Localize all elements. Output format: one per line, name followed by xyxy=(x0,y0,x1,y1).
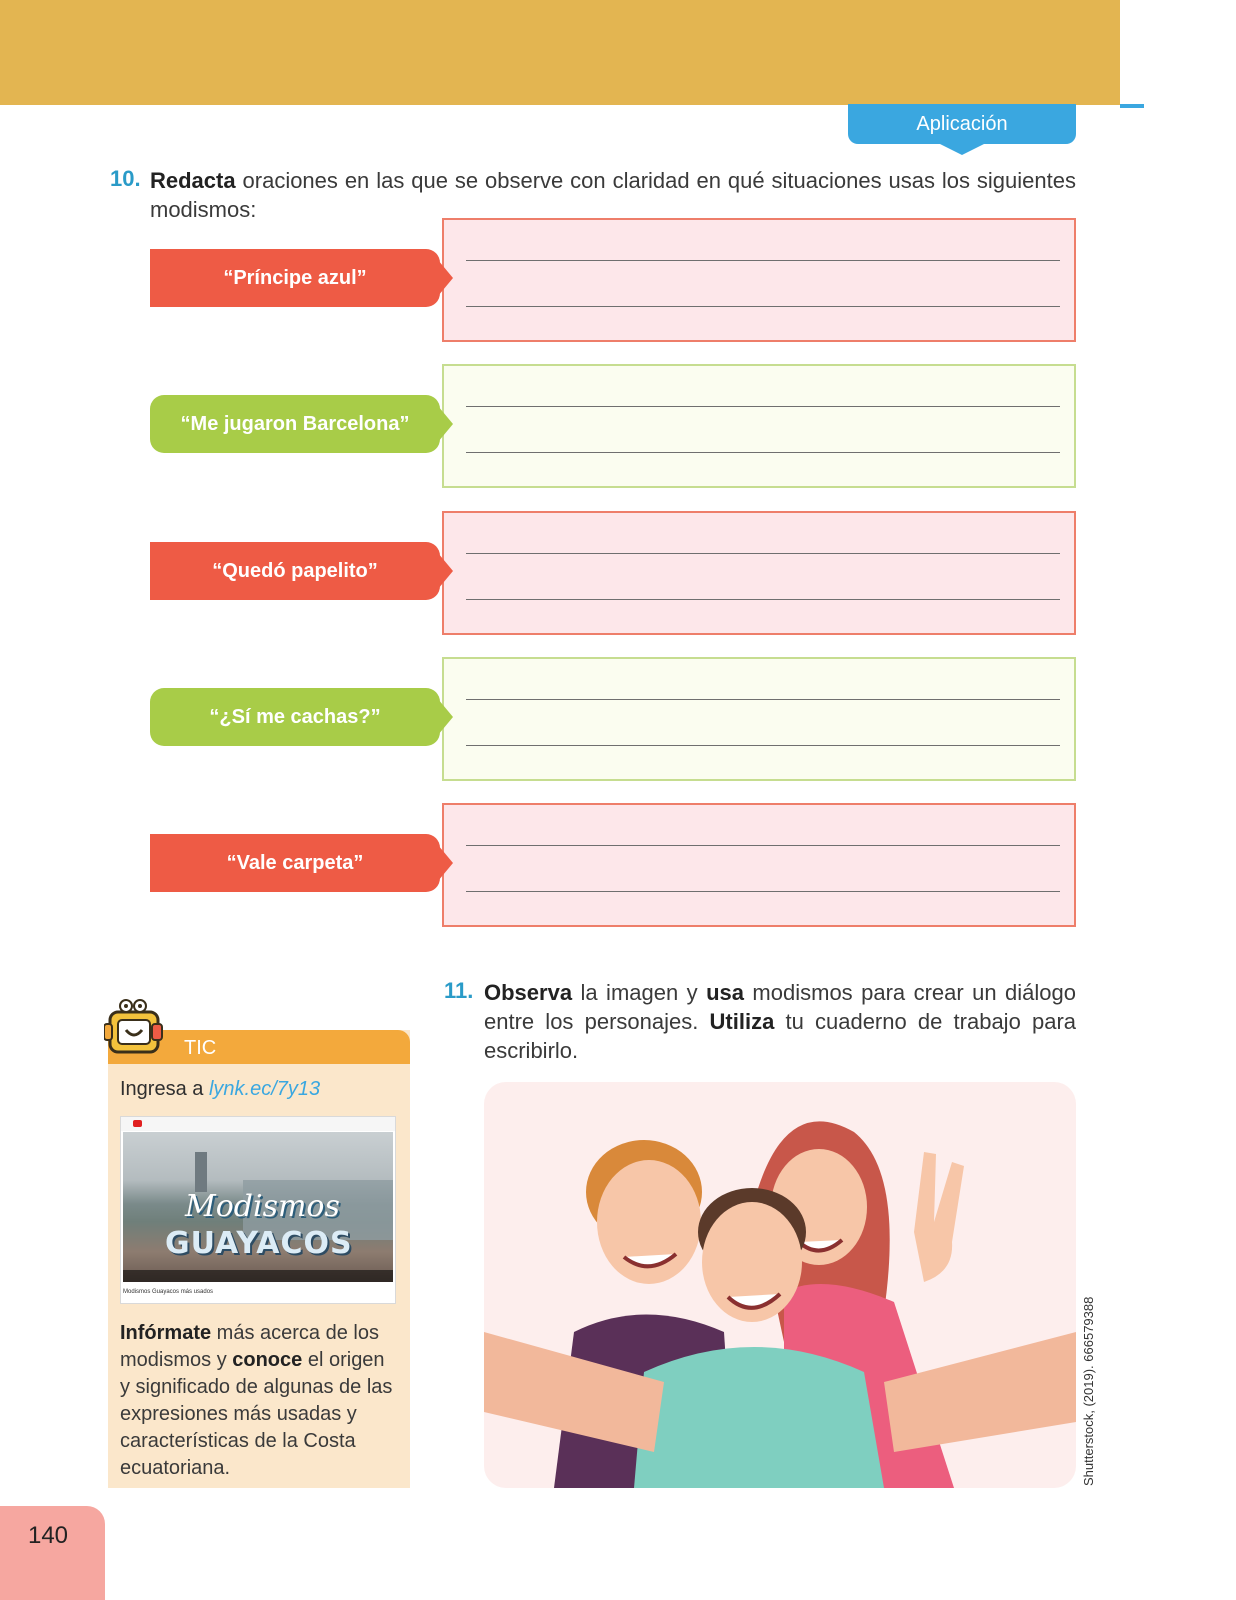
answer-line xyxy=(466,599,1060,600)
idiom-label: “Príncipe azul” xyxy=(150,249,440,307)
video-topbar xyxy=(121,1117,395,1131)
idiom-arrow xyxy=(433,254,453,302)
tic-info-verb: conoce xyxy=(232,1349,303,1371)
video-title-line1: Modismos xyxy=(185,1189,340,1224)
video-controls[interactable] xyxy=(123,1270,393,1282)
idiom-row xyxy=(150,803,1076,927)
video-tower xyxy=(195,1152,207,1192)
question-11-verb: Utiliza xyxy=(709,1009,775,1034)
answer-line xyxy=(466,553,1060,554)
idiom-label: “¿Sí me cachas?” xyxy=(150,688,440,746)
idiom-row xyxy=(150,511,1076,635)
tic-info-verb: Infórmate xyxy=(120,1322,212,1344)
tic-title: TIC xyxy=(184,1037,217,1059)
answer-line xyxy=(466,406,1060,407)
tic-info-body: más acerca de los modismos y xyxy=(120,1322,379,1371)
answer-line xyxy=(466,845,1060,846)
question-11-verb: Observa xyxy=(484,980,573,1005)
selfie-illustration xyxy=(484,1082,1076,1488)
question-11-body: tu cuaderno de trabajo para escribirlo. xyxy=(484,1009,1077,1063)
tic-robot-mascot-icon xyxy=(104,994,174,1064)
question-11-verb: usa xyxy=(706,980,744,1005)
idiom-row xyxy=(150,657,1076,781)
answer-line xyxy=(466,260,1060,261)
video-frame xyxy=(123,1132,393,1282)
answer-line xyxy=(466,306,1060,307)
question-10-verb: Redacta xyxy=(150,168,236,193)
answer-line xyxy=(466,745,1060,746)
idiom-arrow xyxy=(433,400,453,448)
answer-box[interactable] xyxy=(442,218,1076,342)
answer-box[interactable] xyxy=(442,803,1076,927)
youtube-icon xyxy=(133,1120,142,1127)
question-10-body: oraciones en las que se observe con claridad en qué situaciones usas los siguientes modismos: xyxy=(150,168,1076,222)
answer-box[interactable] xyxy=(442,364,1076,488)
tic-link[interactable]: lynk.ec/7y13 xyxy=(208,1078,321,1100)
question-11-text xyxy=(484,978,1076,1065)
idiom-arrow xyxy=(433,547,453,595)
idiom-label: “Me jugaron Barcelona” xyxy=(150,395,440,453)
answer-box[interactable] xyxy=(442,657,1076,781)
answer-line xyxy=(466,891,1060,892)
video-thumbnail[interactable] xyxy=(120,1116,396,1304)
question-11-number: 11. xyxy=(444,978,474,1003)
idiom-arrow xyxy=(433,839,453,887)
question-11-body: la imagen y xyxy=(572,980,707,1005)
question-10-text xyxy=(150,166,1076,224)
question-10-number: 10. xyxy=(110,166,141,191)
page-number-tab xyxy=(0,1506,105,1600)
video-caption: Modismos Guayacos más usados xyxy=(123,1289,214,1295)
idiom-row xyxy=(150,364,1076,488)
idiom-label: “Vale carpeta” xyxy=(150,834,440,892)
idiom-label: “Quedó papelito” xyxy=(150,542,440,600)
tic-info-body: el origen y significado de algunas de las expresiones más usadas y características de la Costa ecuatoriana. xyxy=(120,1349,393,1479)
page-number: 140 xyxy=(27,1522,69,1549)
top-color-band xyxy=(0,0,1120,105)
friends-selfie-image xyxy=(484,1082,1076,1488)
answer-line xyxy=(466,452,1060,453)
section-tab: Aplicación xyxy=(848,104,1076,144)
video-title-line2: GUAYACOS xyxy=(165,1226,353,1261)
answer-box[interactable] xyxy=(442,511,1076,635)
side-accent-line xyxy=(1120,104,1144,108)
section-tab-point xyxy=(938,143,986,155)
idiom-arrow xyxy=(433,693,453,741)
question-11-body: modismos para crear un diálogo entre los personajes. xyxy=(484,980,1076,1034)
idiom-row xyxy=(150,218,1076,342)
answer-line xyxy=(466,699,1060,700)
image-credit: Shutterstock, (2019). 666579388 xyxy=(1081,1296,1096,1486)
tic-info-text xyxy=(120,1320,400,1482)
tic-ingresa-text: Ingresa a xyxy=(120,1078,204,1100)
tic-instruction xyxy=(120,1078,320,1101)
